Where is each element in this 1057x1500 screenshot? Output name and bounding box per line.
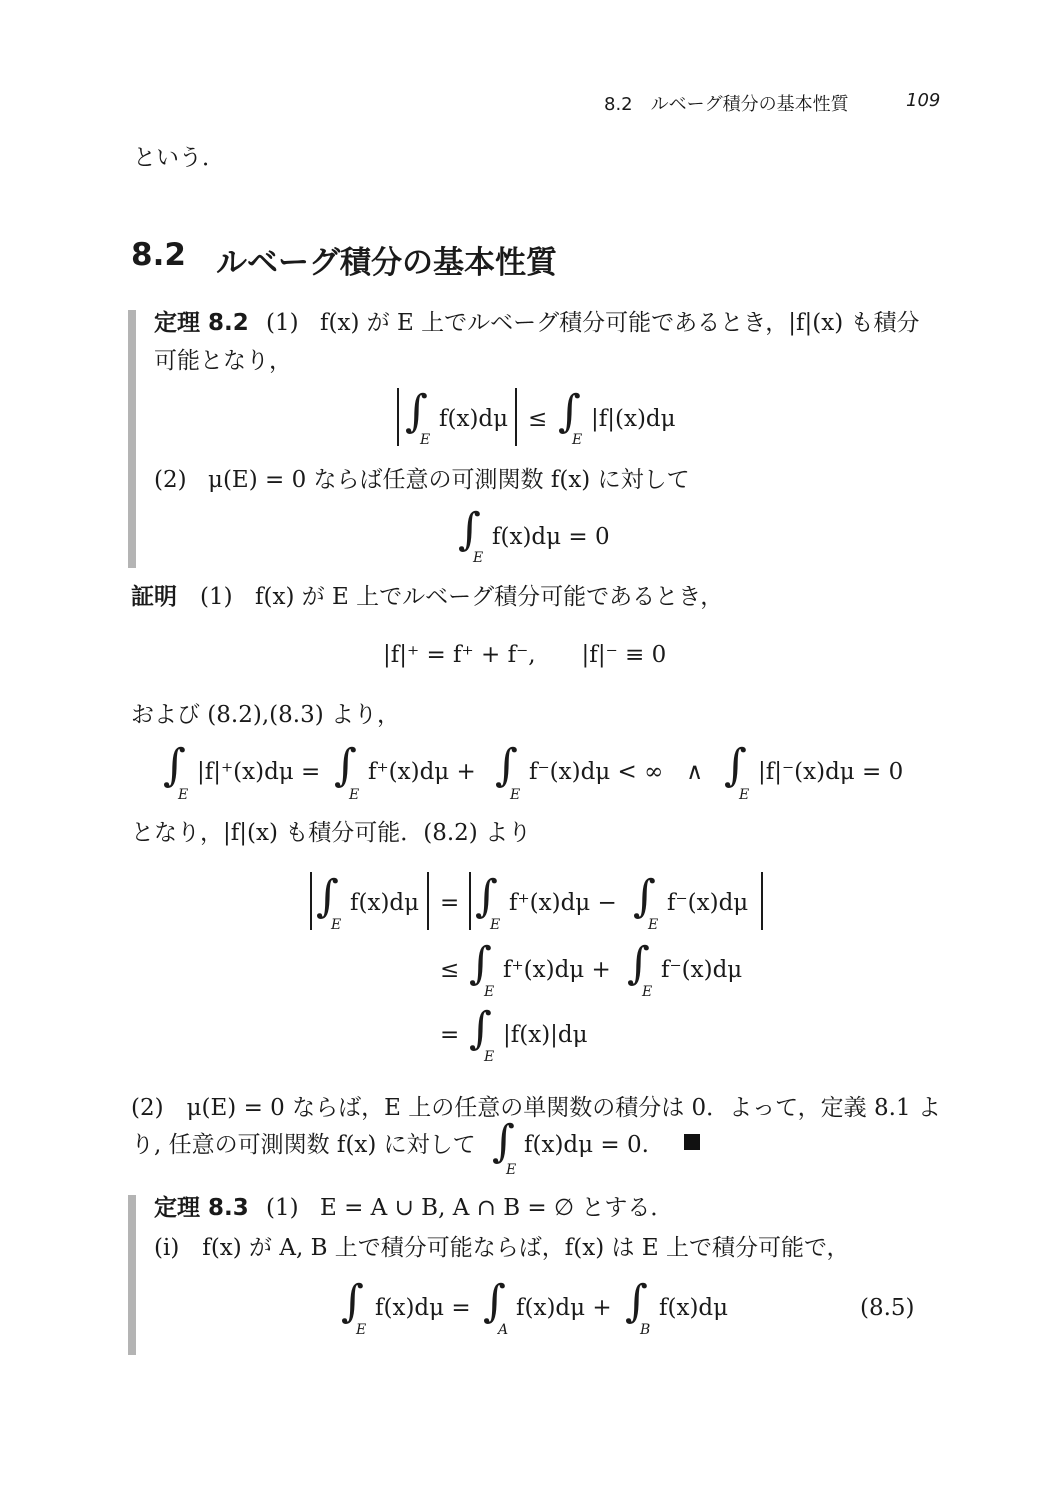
integral-subscript: A [498,1322,509,1338]
proof-eq-c2-r1: f⁺(x)dμ + [503,957,611,983]
integral-sign: ∫ [724,740,747,791]
proof-line3: となり，|f|(x) も積分可能．(8.2) より [131,820,532,846]
section-title: ルベーグ積分の基本性質 [216,245,557,281]
abs-bar-left [397,388,399,446]
proof-eq-a: |f|⁺ = f⁺ + f⁻, |f|⁻ ≡ 0 [383,642,667,668]
theorem-8-2-item1-num: (1) [266,310,299,336]
integral-subscript: E [484,1049,495,1065]
proof-eq-b4: |f|⁻(x)dμ = 0 [758,759,904,785]
theorem-8-3-item1-num: (1) [266,1195,299,1221]
integral-sign: ∫ [469,1003,492,1054]
abs-bar-left [310,872,312,930]
theorem-8-3-label: 定理 8.3 [154,1195,249,1221]
eq1-relation: ≤ [528,406,548,432]
page-number: 109 [906,90,941,111]
integral-subscript: B [640,1322,651,1338]
equation-number: (8.5) [860,1295,915,1321]
integral-subscript: E [420,432,431,448]
integral-sign: ∫ [495,740,518,791]
integral-subscript: E [739,787,750,803]
integral-sign: ∫ [316,871,339,922]
integral-subscript: E [356,1322,367,1338]
integral-sign: ∫ [469,938,492,989]
theorem-8-2-bar [128,310,136,568]
integral-sign: ∫ [475,871,498,922]
integral-sign: ∫ [341,1276,364,1327]
integral-subscript: E [510,787,521,803]
proof-eq-b3: f⁻(x)dμ < ∞ ∧ [529,759,704,785]
integral-sign: ∫ [627,938,650,989]
proof-eq-c1-r2: f⁻(x)dμ [667,890,749,916]
integral-sign: ∫ [625,1276,648,1327]
integral-subscript: E [331,917,342,933]
integral-subscript: E [490,917,501,933]
theorem-8-2-label: 定理 8.2 [154,310,249,336]
theorem-8-2-item1-cont: 可能となり， [154,348,292,374]
proof-eq-c2-r2: f⁻(x)dμ [661,957,743,983]
integral-subscript: E [648,917,659,933]
theorem-8-3-sub-i: (i) f(x) が A, B 上で積分可能ならば，f(x) は E 上で積分可能で， [154,1235,850,1261]
integral-subscript: E [642,984,653,1000]
theorem-8-3-eq-c: f(x)dμ [659,1295,729,1321]
integral-sign: ∫ [405,386,428,437]
theorem-8-2-item1-text: f(x) が E 上でルベーグ積分可能であるとき，|f|(x) も積分 [320,310,920,336]
integral-subscript: E [349,787,360,803]
theorem-8-3-eq-b: f(x)dμ + [516,1295,612,1321]
theorem-8-2-item2-num: (2) [154,467,187,493]
integral-subscript: E [506,1162,517,1178]
proof-eq-c1-r1: f⁺(x)dμ − [509,890,617,916]
theorem-8-3-bar [128,1195,136,1355]
section-number: 8.2 [131,237,186,273]
proof-eq-c1-eq: = [440,890,460,916]
proof-item2-line2a: り, 任意の可測関数 f(x) に対して [131,1132,476,1158]
integral-sign: ∫ [458,504,481,555]
integral-subscript: E [572,432,583,448]
integral-sign: ∫ [483,1276,506,1327]
intro-line: という． [133,145,225,171]
proof-eq-b1: |f|⁺(x)dμ = [197,759,321,785]
running-header-section: 8.2 ルベーグ積分の基本性質 [604,94,849,115]
theorem-8-2-item2-text: μ(E) = 0 ならば任意の可測関数 f(x) に対して [208,467,690,493]
proof-item1-num: (1) [200,584,233,610]
abs-bar-right [515,388,517,446]
proof-eq-c3-r1: |f(x)|dμ [503,1022,588,1048]
proof-eq-c1-lhs: f(x)dμ [350,890,420,916]
integral-subscript: E [484,984,495,1000]
eq1-lhs: f(x)dμ [439,406,509,432]
proof-eq-b2: f⁺(x)dμ + [368,759,476,785]
integral-sign: ∫ [163,740,186,791]
integral-sign: ∫ [334,740,357,791]
integral-subscript: E [473,550,484,566]
integral-sign: ∫ [492,1116,515,1167]
proof-eq-c2-rel: ≤ [440,957,460,983]
abs-bar-left [469,872,471,930]
theorem-8-3-item1-text: E = A ∪ B, A ∩ B = ∅ とする． [320,1195,674,1221]
qed-square-icon [684,1134,700,1150]
eq1-rhs: |f|(x)dμ [591,406,676,432]
abs-bar-right [761,872,763,930]
proof-line2: および (8.2),(8.3) より， [131,702,400,728]
proof-eq-c3-rel: = [440,1022,460,1048]
proof-item1-text: f(x) が E 上でルベーグ積分可能であるとき， [255,584,724,610]
abs-bar-right [427,872,429,930]
integral-sign: ∫ [633,871,656,922]
proof-item2-line2b: f(x)dμ = 0. [524,1132,649,1158]
integral-sign: ∫ [558,386,581,437]
proof-label: 証明 [131,584,177,610]
proof-item2-line1: (2) μ(E) = 0 ならば，E 上の任意の単関数の積分は 0．よって，定義 8.1 よ [131,1095,941,1121]
integral-subscript: E [178,787,189,803]
theorem-8-3-eq-a: f(x)dμ = [375,1295,471,1321]
eq2: f(x)dμ = 0 [492,524,610,550]
